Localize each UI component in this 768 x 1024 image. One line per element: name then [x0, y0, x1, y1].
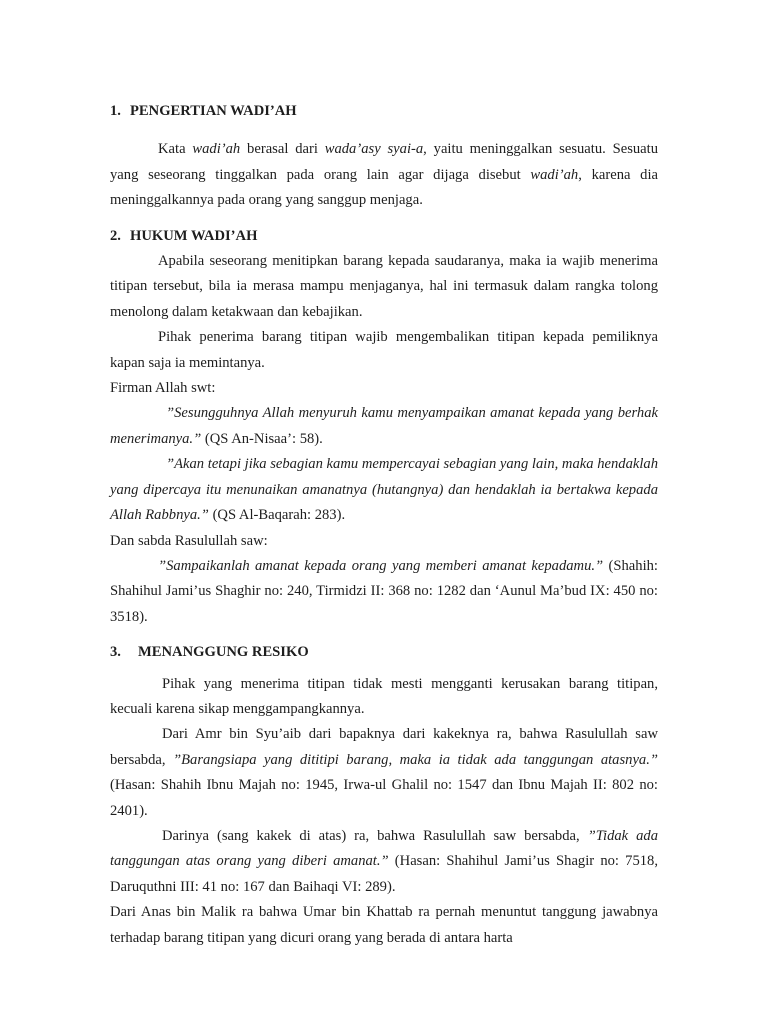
- quote-text: ”Sampaikanlah amanat kepada orang yang memberi amanat kepadamu.”: [158, 557, 604, 574]
- text-run: Darinya (sang kakek di atas) ra, bahwa Rasulullah saw bersabda,: [162, 827, 588, 844]
- quote-text: ”Tidak ada tanggungan atas orang yang diberi amanat.”: [110, 827, 659, 870]
- quote-an-nisaa: [110, 401, 658, 452]
- paragraph-sabda: Dan sabda Rasulullah saw:: [110, 532, 268, 549]
- paragraph-hukum-1: Apabila seseorang menitipkan barang kepada saudaranya, maka ia wajib menerima titipan tersebut, bila ia merasa mampu menjaganya, hal ini termasuk dalam rangka tolong menolong dalam ketakwaan dan kebajikan.: [110, 253, 658, 320]
- quote-text: ”Sesungguhnya Allah menyuruh kamu menyampaikan amanat kepada yang berhak menerimanya.”: [110, 405, 658, 447]
- section-title: HUKUM WADI’AH: [130, 227, 258, 244]
- document-page: [110, 96, 658, 951]
- italic-term: wadi’ah: [530, 166, 579, 183]
- paragraph-hukum-2: Pihak penerima barang titipan wajib mengembalikan titipan kepada pemiliknya kapan saja ia memintanya.: [110, 329, 658, 371]
- quote-reference: (QS Al-Baqarah: 283).: [208, 507, 346, 524]
- paragraph-definition: [110, 137, 658, 213]
- paragraph-resiko-2: [110, 722, 658, 824]
- section-number: 1.: [110, 103, 121, 119]
- quote-reference: (Shahih: Shahihul Jami’us Shaghir no: 240, Tirmidzi II: 368 no: 1282 dan ‘Aunul Ma’bud IX: 450 no: 3518).: [110, 557, 658, 625]
- quote-text: ”Barangsiapa yang dititipi barang, maka ia tidak ada tanggungan atasnya.”: [173, 751, 658, 768]
- section-title: MENANGGUNG RESIKO: [138, 644, 309, 661]
- paragraph-resiko-3: [110, 824, 658, 900]
- text-run: , yaitu meninggalkan sesuatu. Sesuatu yang seseorang tinggalkan pada orang lain agar dijaga disebut: [110, 141, 658, 183]
- text-run: Dari Amr bin Syu’aib dari bapaknya dari kakeknya ra, bahwa Rasulullah saw bersabda,: [110, 726, 658, 768]
- text-run: berasal dari: [240, 141, 325, 158]
- section-number: 2.: [110, 227, 121, 244]
- section-heading-hukum: [110, 224, 658, 249]
- section-title: PENGERTIAN WADI’AH: [130, 103, 297, 119]
- text-run: , karena dia meninggalkannya pada orang yang sanggup menjaga.: [110, 166, 658, 209]
- quote-hadith-amanat: [110, 554, 658, 630]
- quote-al-baqarah: [110, 452, 658, 528]
- quote-reference: (QS An-Nisaa’: 58).: [201, 430, 323, 447]
- section-heading-pengertian: [110, 99, 658, 124]
- italic-term: wada’asy syai-a: [324, 141, 424, 158]
- section-number: 3.: [110, 644, 121, 661]
- paragraph-firman: Firman Allah swt:: [110, 380, 216, 397]
- paragraph-resiko-1: Pihak yang menerima titipan tidak mesti mengganti kerusakan barang titipan, kecuali karena sikap menggampangkannya.: [110, 675, 658, 717]
- quote-reference: (Hasan: Shahih Ibnu Majah no: 1945, Irwa-ul Ghalil no: 1547 dan Ibnu Majah II: 802 no: 2401).: [110, 777, 658, 819]
- quote-reference: (Hasan: Shahihul Jami’us Shagir no: 7518, Daruquthni III: 41 no: 167 dan Baihaqi VI: 289).: [110, 853, 658, 895]
- section-heading-resiko: [110, 640, 658, 665]
- text-run: Kata: [158, 141, 193, 158]
- italic-term: wadi’ah: [192, 141, 241, 158]
- quote-text: ”Akan tetapi jika sebagian kamu mempercayai sebagian yang lain, maka hendaklah yang dipercaya itu menunaikan amanatnya (hutangnya) dan hendaklah ia bertakwa kepada Allah Rabbnya.”: [110, 456, 658, 524]
- paragraph-resiko-4: Dari Anas bin Malik ra bahwa Umar bin Khattab ra pernah menuntut tanggung jawabnya terhadap barang titipan yang dicuri orang yang berada di antara harta: [110, 904, 658, 946]
